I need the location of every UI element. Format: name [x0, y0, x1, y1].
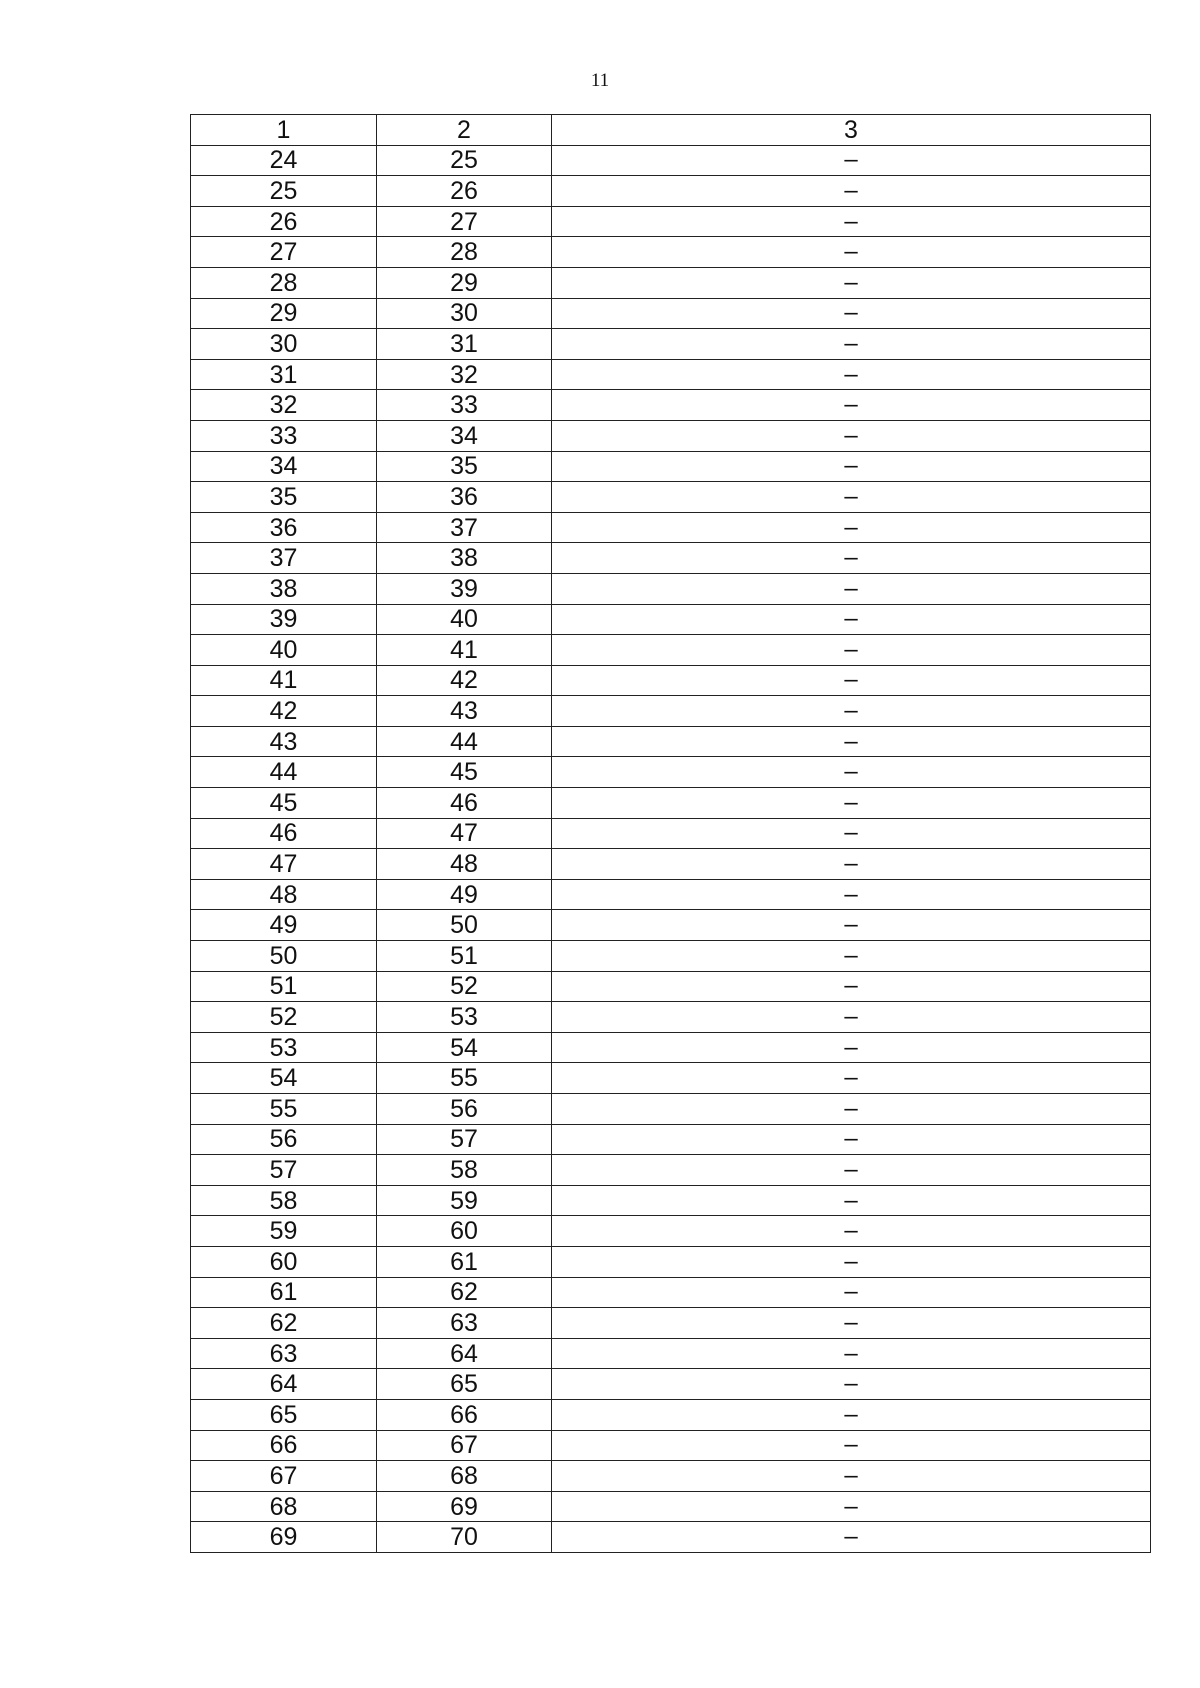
table-row [191, 1369, 1151, 1400]
table-row [191, 451, 1151, 482]
table-cell-col-2: 40 [377, 604, 552, 635]
table-cell-col-3: – [552, 696, 1151, 727]
table-cell-col-2: 65 [377, 1369, 552, 1400]
table-cell-col-1: 42 [191, 696, 377, 727]
table-row [191, 757, 1151, 788]
table-row [191, 1094, 1151, 1125]
table-cell-col-2: 28 [377, 237, 552, 268]
table-cell-col-1: 67 [191, 1461, 377, 1492]
table-row [191, 176, 1151, 207]
table-cell-col-1: 63 [191, 1338, 377, 1369]
table-cell-col-1: 66 [191, 1430, 377, 1461]
table-cell-col-2: 26 [377, 176, 552, 207]
table-cell-col-3: – [552, 1399, 1151, 1430]
table-header [191, 115, 1151, 146]
table-cell-col-2: 56 [377, 1094, 552, 1125]
table-cell-col-2: 37 [377, 512, 552, 543]
table-row [191, 1430, 1151, 1461]
table-cell-col-1: 29 [191, 298, 377, 329]
table-row [191, 604, 1151, 635]
table-row [191, 635, 1151, 666]
table-cell-col-1: 65 [191, 1399, 377, 1430]
table-cell-col-2: 59 [377, 1185, 552, 1216]
header-row [191, 115, 1151, 146]
table-row [191, 390, 1151, 421]
table-cell-col-2: 58 [377, 1155, 552, 1186]
table-cell-col-3: – [552, 665, 1151, 696]
table-cell-col-3: – [552, 726, 1151, 757]
table-row [191, 726, 1151, 757]
table-cell-col-2: 34 [377, 420, 552, 451]
table-cell-col-1: 53 [191, 1032, 377, 1063]
table-row [191, 1155, 1151, 1186]
table-row [191, 941, 1151, 972]
table-cell-col-2: 41 [377, 635, 552, 666]
table-cell-col-3: – [552, 267, 1151, 298]
table-cell-col-1: 61 [191, 1277, 377, 1308]
table-cell-col-1: 43 [191, 726, 377, 757]
table-cell-col-3: – [552, 971, 1151, 1002]
table-cell-col-3: – [552, 451, 1151, 482]
table-row [191, 788, 1151, 819]
table-cell-col-1: 57 [191, 1155, 377, 1186]
table-cell-col-2: 61 [377, 1246, 552, 1277]
table-row [191, 849, 1151, 880]
table-row [191, 1002, 1151, 1033]
table-cell-col-2: 44 [377, 726, 552, 757]
table-cell-col-3: – [552, 359, 1151, 390]
table-cell-col-1: 55 [191, 1094, 377, 1125]
table-cell-col-1: 38 [191, 573, 377, 604]
table-cell-col-3: – [552, 390, 1151, 421]
table-cell-col-3: – [552, 482, 1151, 513]
table-row [191, 1124, 1151, 1155]
table-row [191, 512, 1151, 543]
table-cell-col-3: – [552, 1461, 1151, 1492]
table-row [191, 1063, 1151, 1094]
table-cell-col-1: 49 [191, 910, 377, 941]
table-row [191, 1277, 1151, 1308]
column-header-1: 1 [191, 115, 377, 146]
table-cell-col-3: – [552, 757, 1151, 788]
table-cell-col-2: 38 [377, 543, 552, 574]
table-body [191, 145, 1151, 1552]
table-row [191, 910, 1151, 941]
table-cell-col-3: – [552, 818, 1151, 849]
table-cell-col-1: 35 [191, 482, 377, 513]
table-cell-col-2: 47 [377, 818, 552, 849]
table-cell-col-2: 32 [377, 359, 552, 390]
table-cell-col-3: – [552, 635, 1151, 666]
table-cell-col-2: 45 [377, 757, 552, 788]
table-cell-col-3: – [552, 1308, 1151, 1339]
table-cell-col-2: 66 [377, 1399, 552, 1430]
page-number: 11 [590, 70, 610, 91]
table-cell-col-3: – [552, 1063, 1151, 1094]
table-row [191, 482, 1151, 513]
table-row [191, 1461, 1151, 1492]
table-cell-col-1: 28 [191, 267, 377, 298]
table-cell-col-1: 34 [191, 451, 377, 482]
table-row [191, 879, 1151, 910]
table-row [191, 573, 1151, 604]
table-cell-col-1: 37 [191, 543, 377, 574]
table-row [191, 696, 1151, 727]
table-cell-col-2: 29 [377, 267, 552, 298]
table-row [191, 359, 1151, 390]
data-table [190, 114, 1151, 1553]
table-row [191, 298, 1151, 329]
table-cell-col-3: – [552, 1216, 1151, 1247]
table-cell-col-1: 47 [191, 849, 377, 880]
table-cell-col-2: 64 [377, 1338, 552, 1369]
table-cell-col-1: 27 [191, 237, 377, 268]
table-cell-col-3: – [552, 420, 1151, 451]
table-cell-col-2: 39 [377, 573, 552, 604]
table-cell-col-3: – [552, 1002, 1151, 1033]
table-cell-col-3: – [552, 1094, 1151, 1125]
table-cell-col-3: – [552, 1491, 1151, 1522]
table-cell-col-1: 44 [191, 757, 377, 788]
table-cell-col-1: 62 [191, 1308, 377, 1339]
table-cell-col-2: 30 [377, 298, 552, 329]
table-cell-col-1: 30 [191, 329, 377, 360]
table-cell-col-3: – [552, 1155, 1151, 1186]
table-cell-col-3: – [552, 879, 1151, 910]
table-cell-col-1: 40 [191, 635, 377, 666]
table-cell-col-2: 25 [377, 145, 552, 176]
table-row [191, 1399, 1151, 1430]
table-cell-col-2: 51 [377, 941, 552, 972]
table-cell-col-3: – [552, 910, 1151, 941]
table-cell-col-2: 54 [377, 1032, 552, 1063]
table-cell-col-3: – [552, 1430, 1151, 1461]
table-cell-col-1: 56 [191, 1124, 377, 1155]
table-cell-col-1: 48 [191, 879, 377, 910]
table-cell-col-3: – [552, 329, 1151, 360]
table-cell-col-1: 25 [191, 176, 377, 207]
table-cell-col-3: – [552, 1185, 1151, 1216]
table-cell-col-1: 68 [191, 1491, 377, 1522]
table-cell-col-3: – [552, 1124, 1151, 1155]
table-cell-col-2: 57 [377, 1124, 552, 1155]
table-cell-col-1: 26 [191, 206, 377, 237]
table-cell-col-1: 41 [191, 665, 377, 696]
table-cell-col-3: – [552, 298, 1151, 329]
table-cell-col-2: 42 [377, 665, 552, 696]
table-cell-col-1: 33 [191, 420, 377, 451]
table-cell-col-2: 43 [377, 696, 552, 727]
table-cell-col-1: 59 [191, 1216, 377, 1247]
table-cell-col-2: 62 [377, 1277, 552, 1308]
table-cell-col-1: 36 [191, 512, 377, 543]
table-cell-col-2: 67 [377, 1430, 552, 1461]
table-cell-col-2: 55 [377, 1063, 552, 1094]
table-cell-col-2: 63 [377, 1308, 552, 1339]
table-row [191, 145, 1151, 176]
table-cell-col-2: 35 [377, 451, 552, 482]
table-cell-col-2: 70 [377, 1522, 552, 1553]
table-cell-col-1: 60 [191, 1246, 377, 1277]
table-cell-col-3: – [552, 1522, 1151, 1553]
table-cell-col-2: 48 [377, 849, 552, 880]
table-cell-col-1: 46 [191, 818, 377, 849]
table-row [191, 237, 1151, 268]
table-cell-col-1: 69 [191, 1522, 377, 1553]
table-row [191, 1522, 1151, 1553]
table-cell-col-3: – [552, 1369, 1151, 1400]
table-cell-col-2: 52 [377, 971, 552, 1002]
table-cell-col-1: 54 [191, 1063, 377, 1094]
table-cell-col-3: – [552, 941, 1151, 972]
table-cell-col-1: 58 [191, 1185, 377, 1216]
table-row [191, 1216, 1151, 1247]
table-cell-col-2: 27 [377, 206, 552, 237]
table-cell-col-1: 51 [191, 971, 377, 1002]
table-row [191, 971, 1151, 1002]
table-cell-col-3: – [552, 1246, 1151, 1277]
table-cell-col-1: 52 [191, 1002, 377, 1033]
table-row [191, 329, 1151, 360]
column-header-2: 2 [377, 115, 552, 146]
table-cell-col-2: 49 [377, 879, 552, 910]
table-cell-col-3: – [552, 512, 1151, 543]
table-cell-col-2: 50 [377, 910, 552, 941]
table-cell-col-1: 50 [191, 941, 377, 972]
table-cell-col-3: – [552, 145, 1151, 176]
table-row [191, 665, 1151, 696]
table-row [191, 818, 1151, 849]
table-cell-col-2: 60 [377, 1216, 552, 1247]
table-row [191, 1032, 1151, 1063]
table-cell-col-3: – [552, 849, 1151, 880]
table-cell-col-1: 31 [191, 359, 377, 390]
table-cell-col-2: 53 [377, 1002, 552, 1033]
table-cell-col-2: 69 [377, 1491, 552, 1522]
table-cell-col-3: – [552, 237, 1151, 268]
table-row [191, 420, 1151, 451]
table-cell-col-2: 36 [377, 482, 552, 513]
table-cell-col-3: – [552, 176, 1151, 207]
table-row [191, 206, 1151, 237]
table-cell-col-3: – [552, 573, 1151, 604]
table-cell-col-3: – [552, 788, 1151, 819]
table-cell-col-3: – [552, 1277, 1151, 1308]
table-cell-col-2: 31 [377, 329, 552, 360]
table-cell-col-1: 64 [191, 1369, 377, 1400]
table-row [191, 1246, 1151, 1277]
table-row [191, 1338, 1151, 1369]
table-cell-col-1: 32 [191, 390, 377, 421]
table-cell-col-3: – [552, 206, 1151, 237]
table-row [191, 267, 1151, 298]
table-cell-col-3: – [552, 543, 1151, 574]
table-row [191, 1308, 1151, 1339]
table-cell-col-1: 45 [191, 788, 377, 819]
table-row [191, 1491, 1151, 1522]
table-row [191, 1185, 1151, 1216]
table-cell-col-2: 33 [377, 390, 552, 421]
table-cell-col-2: 46 [377, 788, 552, 819]
table-cell-col-3: – [552, 1338, 1151, 1369]
table-cell-col-2: 68 [377, 1461, 552, 1492]
table-cell-col-3: – [552, 604, 1151, 635]
column-header-3: 3 [552, 115, 1151, 146]
table-cell-col-1: 39 [191, 604, 377, 635]
table-cell-col-3: – [552, 1032, 1151, 1063]
table-cell-col-1: 24 [191, 145, 377, 176]
table-row [191, 543, 1151, 574]
